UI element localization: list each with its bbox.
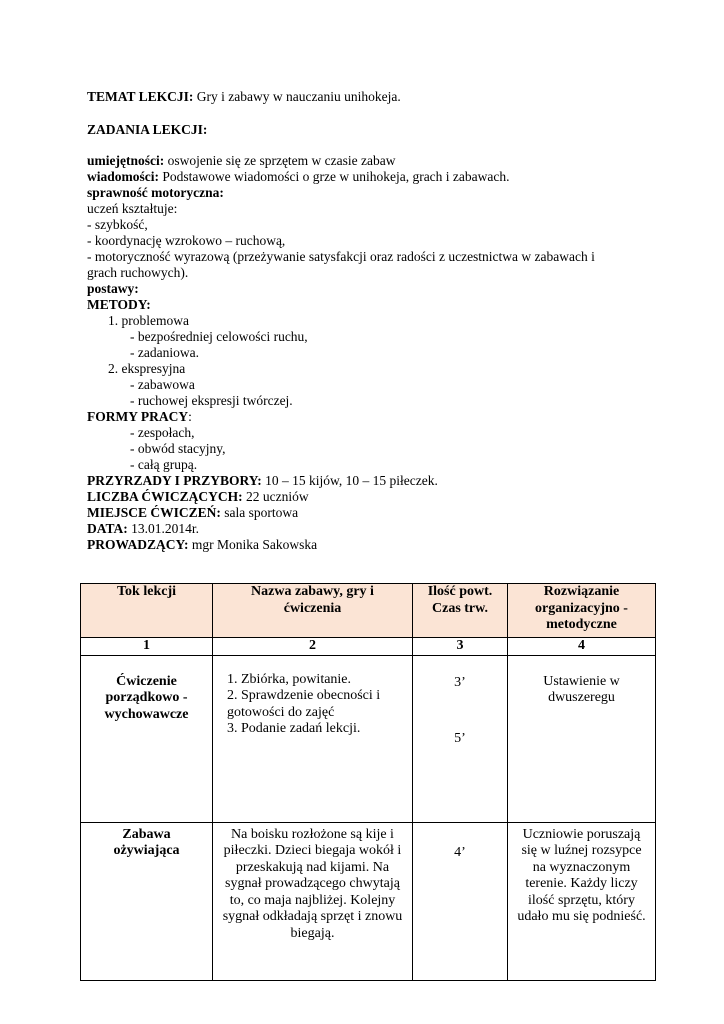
column-number: 1 [81, 638, 213, 656]
column-number: 4 [508, 638, 656, 656]
column-number: 2 [213, 638, 413, 656]
exercise-list [213, 655, 413, 822]
exercise-description: Na boisku rozłożone są kije i piłeczki. Dzieci biegaja wokół i przeskakują nad kijami. Na sygnał prowadzącego chwytają to, co maja najbliżej. Kolejny sygnał odkładają sprzęt i znowu biegają. [213, 822, 413, 980]
task-item: - motoryczność wyrazową (przeżywanie satysfakcji oraz radości z uczestnictwa w zabawach i [87, 249, 595, 264]
list-item: 1. Zbiórka, powitanie. [227, 671, 352, 687]
header-cell: Ilość powt. Czas trw. [413, 584, 508, 638]
organization-cell: Ustawienie w dwuszeregu [508, 655, 656, 822]
instructor-line: PROWADZĄCY: mgr Monika Sakowska [87, 537, 318, 552]
header-cell: Rozwiązanie organizacyjno - metodyczne [508, 584, 656, 638]
lesson-topic: TEMAT LEKCJI: Gry i zabawy w nauczaniu unihokeja. [87, 89, 401, 104]
date-line: DATA: 13.01.2014r. [87, 521, 200, 536]
table-row [81, 822, 656, 980]
task-item: - szybkość, [87, 217, 148, 232]
header-cell: Nazwa zabawy, gry i ćwiczenia [213, 584, 413, 638]
method-item: - zabawowa [130, 377, 195, 392]
lesson-tasks-heading: ZADANIA LEKCJI: [87, 122, 208, 137]
work-form-item: - całą grupą. [130, 457, 198, 472]
organization-cell: Uczniowie poruszają się w luźnej rozsypce na wyznaczonym terenie. Każdy liczy ilość sprzętu, który udało mu się podnieść. [508, 822, 656, 980]
list-item: 3. Podanie zadań lekcji. [227, 721, 361, 736]
work-form-item: - obwód stacyjny, [130, 441, 226, 456]
lesson-stage: Ćwiczenie porządkowo - wychowawcze [81, 655, 213, 822]
list-item: 2. Sprawdzenie obecności i gotowości do zajęć [227, 688, 381, 720]
student-develops: uczeń kształtuje: [87, 201, 178, 216]
motor-skill-heading: sprawność motoryczna: [87, 185, 224, 200]
duration: 5’ [454, 731, 466, 746]
skills-line: umiejętności: oswojenie się ze sprzętem w czasie zabaw [87, 153, 396, 168]
lesson-plan-table [80, 583, 656, 981]
duration-cell [413, 822, 508, 980]
method-item: - bezpośredniej celowości ruchu, [130, 329, 308, 344]
equipment-line: PRZYRZADY I PRZYBORY: 10 – 15 kijów, 10 – 15 piłeczek. [87, 473, 438, 488]
lesson-stage: Zabawa ożywiająca [81, 822, 213, 980]
duration-cell [413, 655, 508, 822]
table-row [81, 655, 656, 822]
duration: 4’ [454, 844, 466, 860]
work-forms-heading: FORMY PRACY: [87, 409, 192, 424]
methods-heading: METODY: [87, 297, 151, 312]
method-problemowa: 1. problemowa [108, 313, 189, 328]
header-cell: Tok lekcji [81, 584, 213, 638]
table-header-row [81, 584, 656, 638]
knowledge-line: wiadomości: Podstawowe wiadomości o grze w unihokeja, grach i zabawach. [87, 169, 510, 184]
attitudes-heading: postawy: [87, 281, 139, 296]
task-item: grach ruchowych). [87, 265, 189, 280]
method-ekspresyjna: 2. ekspresyjna [108, 361, 186, 376]
method-item: - zadaniowa. [130, 345, 199, 360]
duration: 3’ [454, 674, 466, 690]
place-line: MIEJSCE ĆWICZEŃ: sala sportowa [87, 505, 299, 520]
column-number-row [81, 638, 656, 656]
participants-line: LICZBA ĆWICZĄCYCH: 22 uczniów [87, 489, 309, 504]
task-item: - koordynację wzrokowo – ruchową, [87, 233, 286, 248]
work-form-item: - zespołach, [130, 425, 195, 440]
column-number: 3 [413, 638, 508, 656]
method-item: - ruchowej ekspresji twórczej. [130, 393, 293, 408]
